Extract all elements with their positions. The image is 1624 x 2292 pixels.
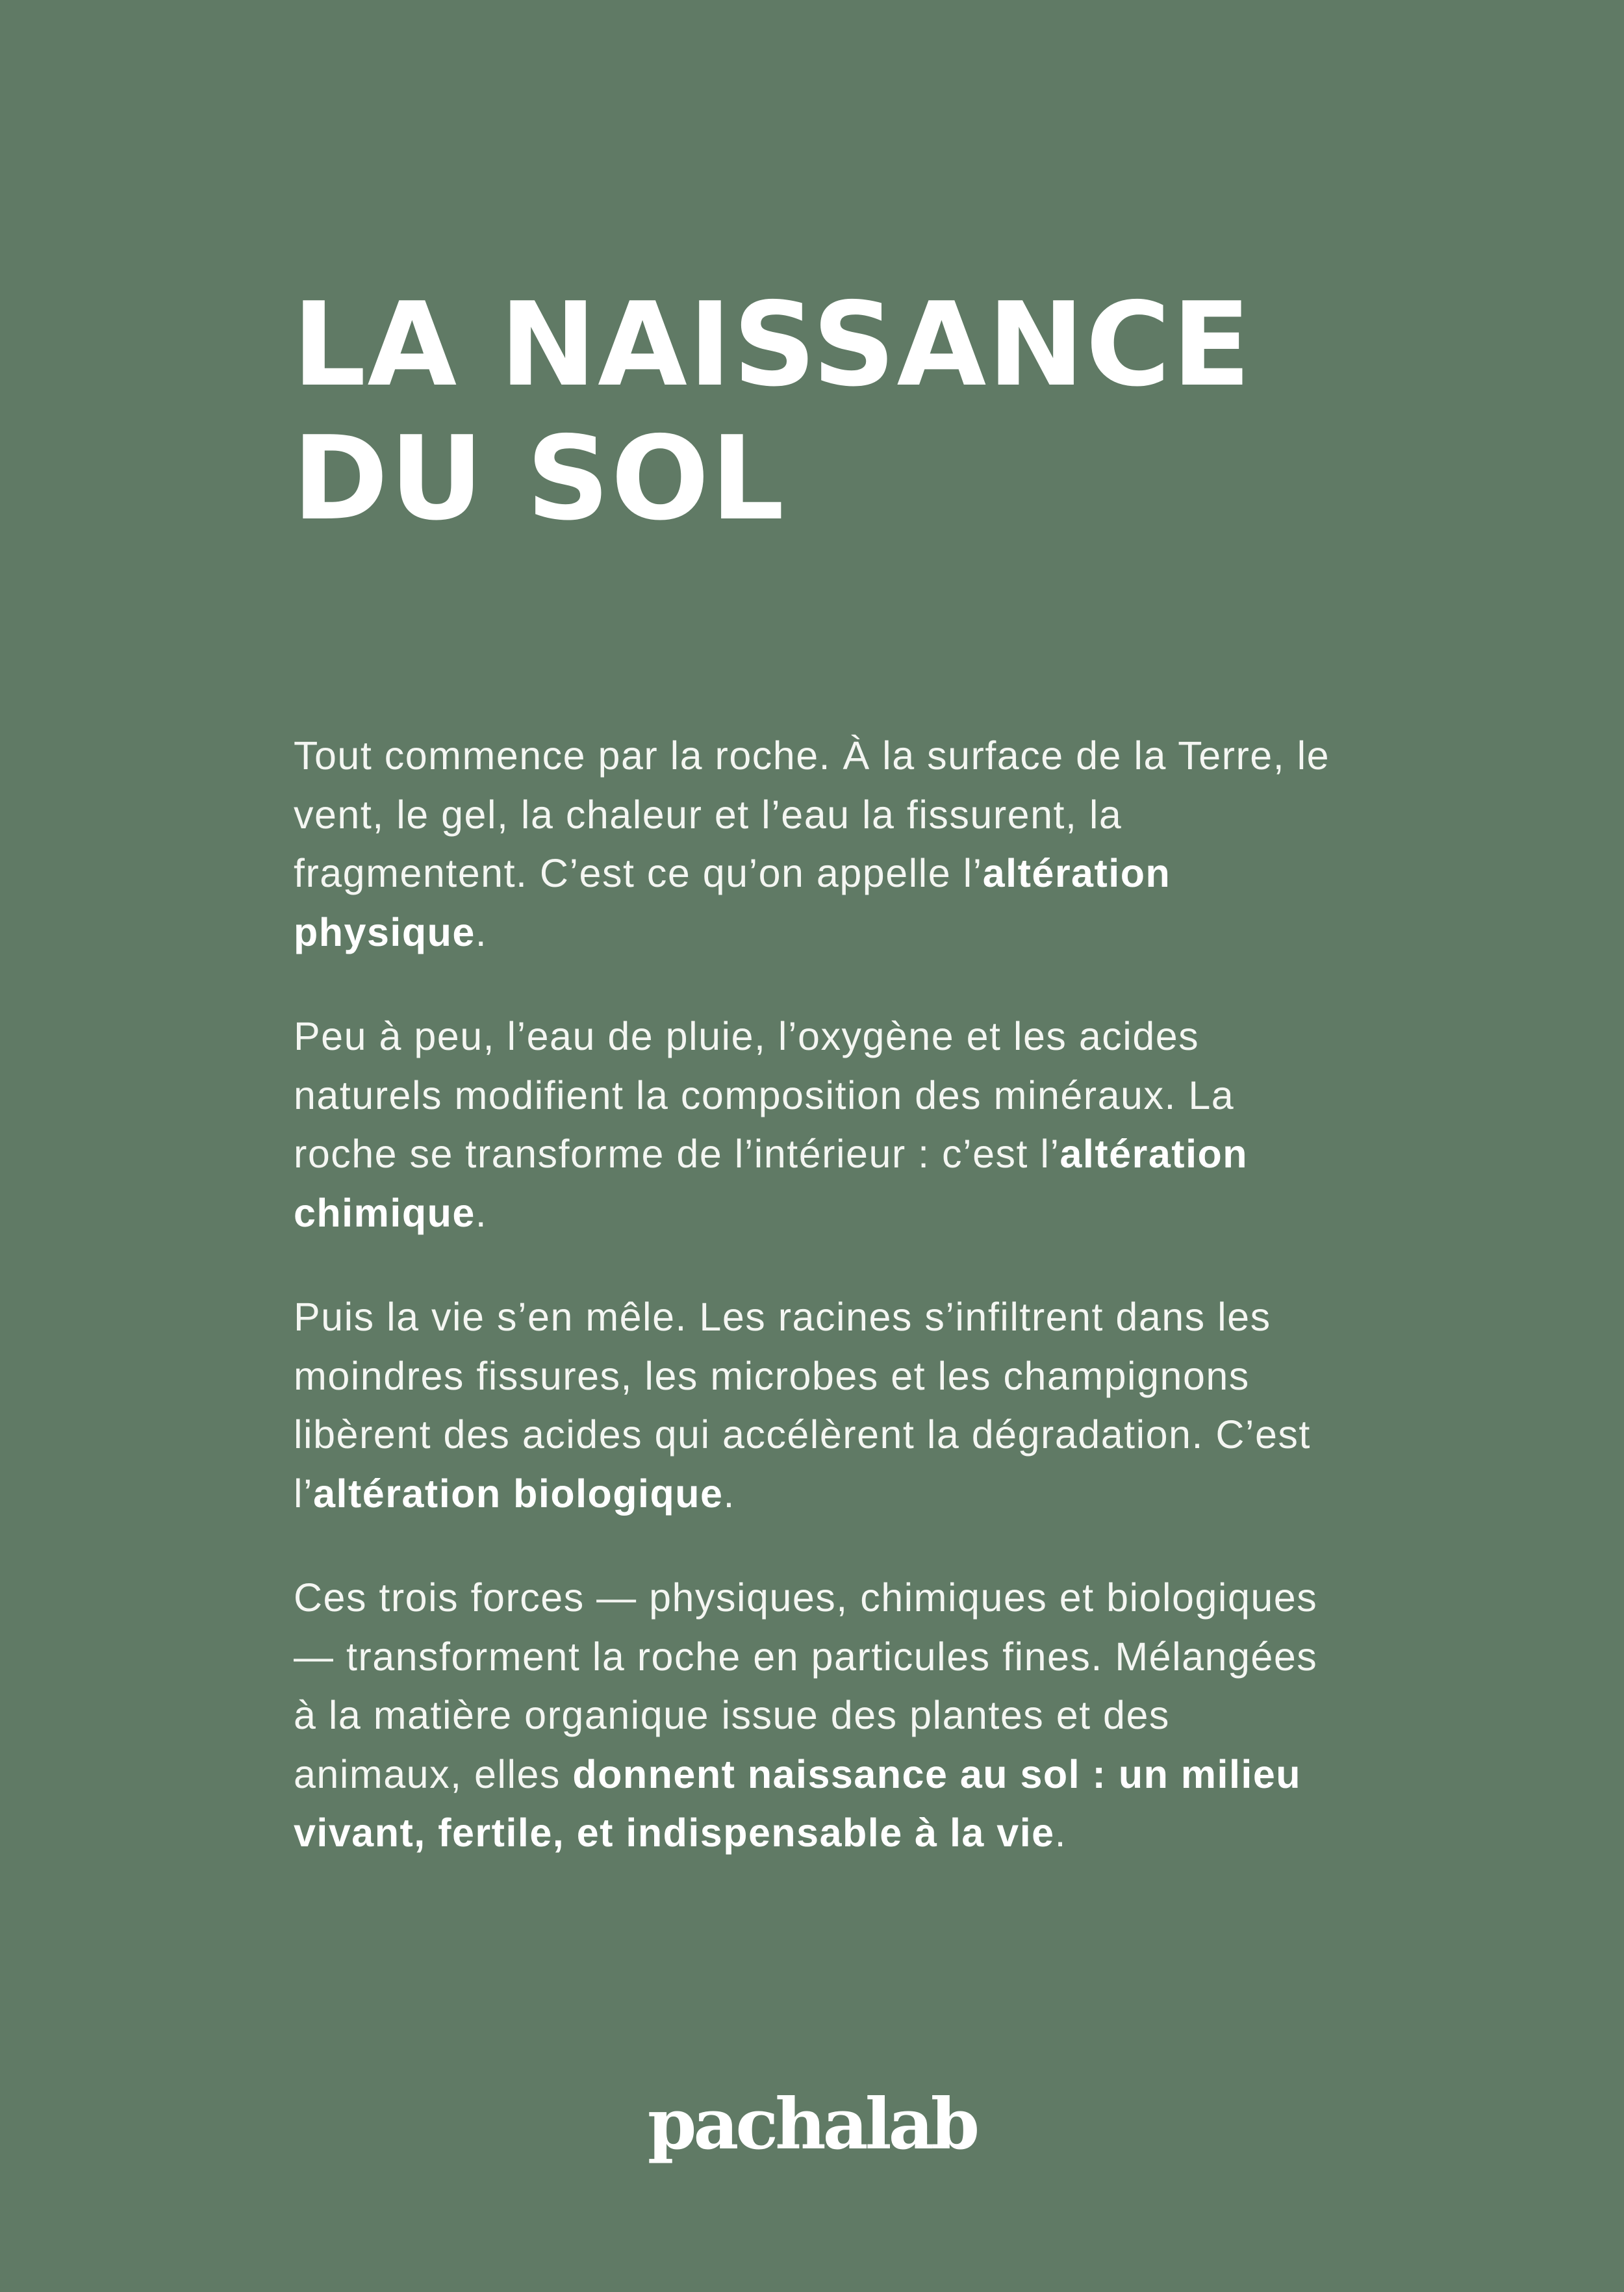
paragraph-text: Tout commence par la roche. À la surface de la Terre, le vent, le gel, la chaleur et l’eau la fissurent, la fragmentent. C’est ce qu’on appelle l’ xyxy=(294,733,1330,895)
paragraph-highlight: altération physique xyxy=(294,851,1171,954)
paragraph-text: Peu à peu, l’eau de pluie, l’oxygène et les acides naturels modifient la composition des minéraux. La roche se transforme de l’intérieur : c’est l’ xyxy=(294,1014,1235,1176)
paragraph-end: . xyxy=(723,1471,735,1516)
paragraph-text: Puis la vie s’en mêle. Les racines s’infiltrent dans les moindres fissures, les microbes et les champignons libèrent des acides qui accélèrent la dégradation. C’est l’ xyxy=(294,1295,1311,1516)
paragraph-highlight: donnent naissance au sol : un milieu vivant, fertile, et indispensable à la vie xyxy=(294,1751,1302,1855)
brand-logo: pachalab xyxy=(647,2083,977,2165)
body-text xyxy=(294,726,1346,1908)
paragraph-end: . xyxy=(1054,1811,1067,1855)
paragraph-physical-weathering xyxy=(294,726,1346,961)
paragraph-end: . xyxy=(475,1190,488,1235)
title-line-1: LA NAISSANCE xyxy=(292,277,1252,412)
paragraph-biological-weathering xyxy=(294,1288,1346,1523)
page-title xyxy=(292,278,1397,546)
paragraph-highlight: altération biologique xyxy=(313,1471,724,1516)
paragraph-chemical-weathering xyxy=(294,1007,1346,1242)
paragraph-end: . xyxy=(475,910,488,954)
title-line-2: DU SOL xyxy=(292,411,786,546)
paragraph-conclusion xyxy=(294,1568,1346,1863)
paragraph-highlight: altération chimique xyxy=(294,1132,1249,1235)
paragraph-text: Ces trois forces — physiques, chimiques et biologiques — transforment la roche en particules fines. Mélangées à la matière organique issue des plantes et des animaux, elles xyxy=(294,1575,1318,1796)
